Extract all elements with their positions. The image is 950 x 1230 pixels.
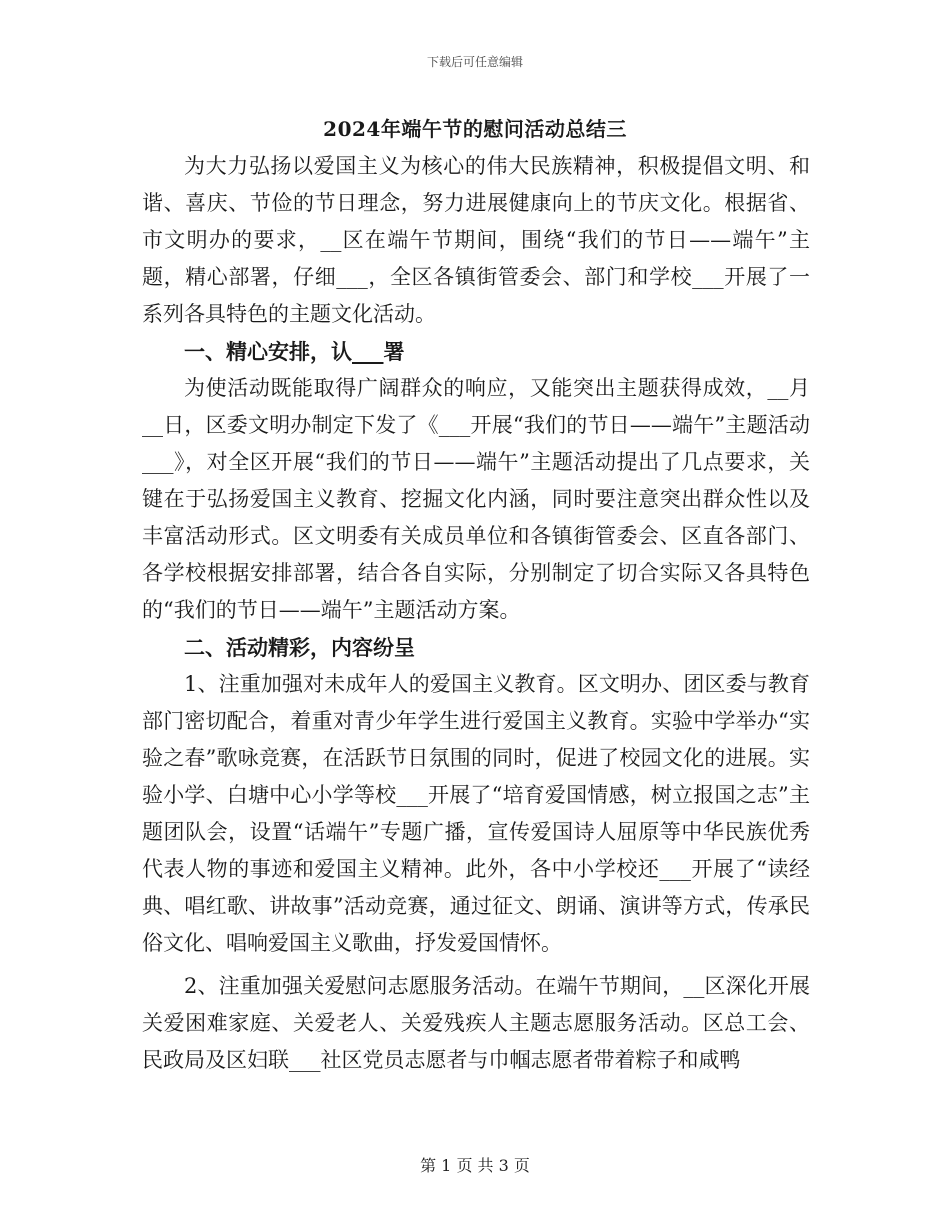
page-header-note: 下载后可任意编辑 xyxy=(426,55,523,69)
paragraph-intro: 为大力弘扬以爱国主义为核心的伟大民族精神，积极提倡文明、和谐、喜庆、节俭的节日理念，努力进展健康向上的节庆文化。根据省、市文明办的要求，__区在端午节期间，围绕“我们的节日——端午”主题，精心部署，仔细___，全区各镇街管委会、部门和学校___开展了一系列各具特色的主题文化活动。 xyxy=(142,154,810,326)
paragraph-arrangement: 为使活动既能取得广阔群众的响应，又能突出主题获得成效，__月__日，区委文明办制定下发了《___开展“我们的节日——端午”主题活动___》，对全区开展“我们的节日——端午”主题活动提出了几点要求，关键在于弘扬爱国主义教育、挖掘文化内涵，同时要注意突出群众性以及丰富活动形式。区文明委有关成员单位和各镇街管委会、区直各部门、各学校根据安排部署，结合各自实际，分别制定了切合实际又各具特色的“我们的节日——端午”主题活动方案。 xyxy=(142,376,810,622)
paragraph-item-2: 2、注重加强关爱慰问志愿服务活动。在端午节期间，__区深化开展关爱困难家庭、关爱老人、关爱残疾人主题志愿服务活动。区总工会、民政局及区妇联___社区党员志愿者与巾帼志愿者带着粽子和咸鸭 xyxy=(142,974,810,1072)
section-heading-1: 一、精心安排，认___署 xyxy=(184,339,405,364)
section-heading-2: 二、活动精彩，内容纷呈 xyxy=(184,635,415,660)
document-body xyxy=(142,148,810,1079)
document-title: 2024年端午节的慰问活动总结三 xyxy=(323,117,627,141)
page-number-footer: 第 1 页 共 3 页 xyxy=(420,1156,530,1175)
paragraph-item-1: 1、注重加强对未成年人的爱国主义教育。区文明办、团区委与教育部门密切配合，着重对青少年学生进行爱国主义教育。实验中学举办“实验之春”歌咏竞赛，在活跃节日氛围的同时，促进了校园文化的进展。实验小学、白塘中心小学等校___开展了“培育爱国情感，树立报国之志”主题团队会，设置“话端午”专题广播，宣传爱国诗人屈原等中华民族优秀代表人物的事迹和爱国主义精神。此外，各中小学校还___开展了“读经典、唱红歌、讲故事”活动竞赛，通过征文、朗诵、演讲等方式，传承民俗文化、唱响爱国主义歌曲，抒发爱国情怀。 xyxy=(142,672,810,955)
